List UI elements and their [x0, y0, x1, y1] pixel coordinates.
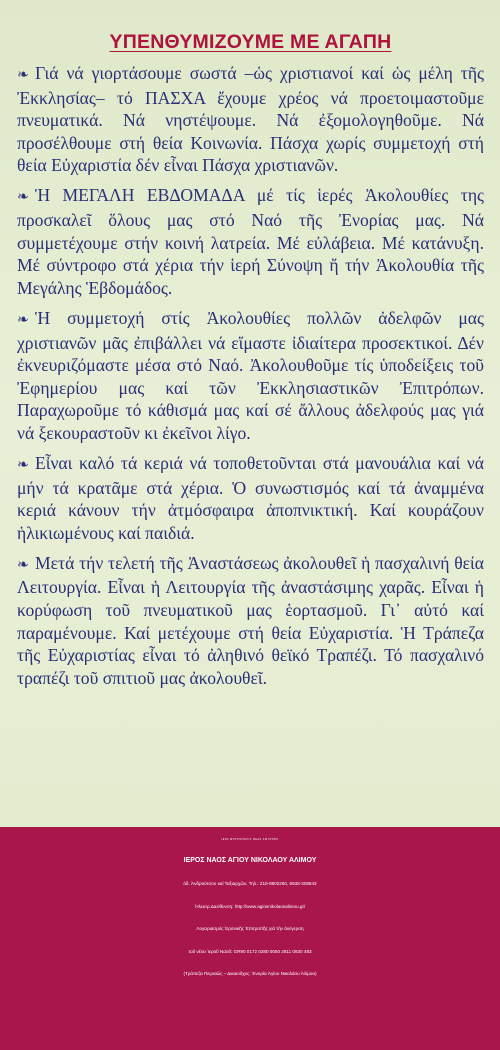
- paragraph-text: Ἡ συμμετοχή στίς Ἀκολουθίες πολλῶν ἀδελφῶν μας χριστιανῶν μᾶς ἐπιβάλλει νά εἴμαστε ἰδιαίτερα προσεκτικοί. Δέν ἐκνευριζόμαστε μέσα στό Ναό. Ἀκολουθοῦμε τίς ὑποδείξεις τοῦ Ἐφημερίου μας καί τῶν Ἐκκλησιαστικῶν Ἐπιτρόπων. Παραχωροῦμε τό κάθισμά μας καί σέ ἄλλους ἀδελφούς μας γιά νά ξεκουραστοῦν κι ἐκεῖνοι λίγο.: [17, 307, 484, 443]
- paragraph-5: [17, 552, 484, 690]
- address-phone: ὁδ. Ἀνδρούτσου καί Ταξιαρχῶν, Τηλ.: 210-9802260, 6938-308943: [183, 881, 317, 886]
- bank-beneficiary: (Τράπεζα Πειραιῶς – Δικαιοῦχος: Ἐνορία Ἁγίου Νικολάου Ἀλίμου): [183, 971, 317, 977]
- account-label: Λογαριασμός Ἐρανικῆς Ἐπιτροπῆς γιά τήν ἀνέγερση: [196, 926, 304, 932]
- paragraph-text: Γιά νά γιορτάσουμε σωστά –ὡς χριστιανοί καί ὡς μέλη τῆς Ἐκκλησίας– τό ΠΑΣΧΑ ἔχουμε χρέος νά προετοιμαστοῦμε πνευματικά. Νά νηστέψουμε. Νά ἐξομολογηθοῦμε. Νά προσέλθουμε στή θεία Κοινωνία. Πάσχα χωρίς συμμετοχή στή θεία Εὐχαριστία δέν εἶναι Πάσχα χριστιανῶν.: [17, 63, 484, 176]
- paragraph-3: [17, 307, 484, 445]
- church-name: ΙΕΡΟΣ ΝΑΟΣ ΑΓΙΟΥ ΝΙΚΟΛΑΟΥ ΑΛΙΜΟΥ: [183, 857, 317, 864]
- fleuron-leaf-icon: ❧: [17, 189, 29, 206]
- paragraph-text: Εἶναι καλό τά κεριά νά τοποθετοῦνται στά μανουάλια καί νά μήν τά κρατᾶμε στά χέρια. Ὁ συνωστισμός καί τά ἀναμμένα κεριά κάνουν τήν ἀτμόσφαιρα ἀποπνικτική. Καί κουράζουν ἡλικιωμένους καί παιδιά.: [17, 453, 484, 543]
- paragraph-4: [17, 452, 484, 544]
- metropolis-name: ΙΕΡΑ ΜΗΤΡΟΠΟΛΙΣ ΝΕΑΣ ΣΜΥΡΝΗΣ: [221, 838, 279, 841]
- fleuron-leaf-icon: ❧: [17, 67, 29, 83]
- fleuron-leaf-icon: ❧: [17, 556, 29, 573]
- parish-footer: [0, 827, 500, 1050]
- paragraph-text: Μετά τήν τελετή τῆς Ἀναστάσεως ἀκολουθεῖ ἡ πασχαλινή θεία Λειτουργία. Εἶναι ἡ Λειτουργία τῆς ἀναστάσιμης χαρᾶς. Εἶναι ἡ κορύφωση τοῦ πνευματικοῦ μας ἑορτασμοῦ. Γι᾽ αὐτό καί παραμένουμε. Καί μετέχουμε στή θεία Εὐχαριστία. Ἡ Τράπεζα τῆς Εὐχαριστίας εἶναι τό ἀληθινό θεϊκό Τραπέζι. Τό πασχαλινό τραπέζι τοῦ σπιτιοῦ μας ἀκολουθεῖ.: [17, 552, 484, 688]
- paragraph-2: [17, 184, 484, 299]
- paragraph-1: [17, 62, 484, 177]
- fleuron-leaf-icon: ❧: [17, 311, 29, 328]
- iban-number: τοῦ νέου Ἱεροῦ Ναοῦ: GR90 0172 0280 0050 2811 0830 483: [188, 948, 312, 954]
- paragraph-text: Ἡ ΜΕΓΑΛΗ ΕΒΔΟΜΑΔΑ μέ τίς ἱερές Ἀκολουθίες της προσκαλεῖ ὅλους μας στό Ναό τῆς Ἐνορίας μας. Νά συμμετέχουμε στήν κοινή λατρεία. Μέ εὐλάβεια. Μέ κατάνυξη. Μέ σύντροφο στά χέρια τήν ἱερή Σύνοψη ἤ τήν Ἀκολουθία τῆς Μεγάλης Ἑβδομάδος.: [17, 185, 484, 298]
- website-link[interactable]: Ἠλεκτρ.Διεύθυνση: http://www.agiosnikolaosalimou.gr/: [194, 903, 306, 909]
- page-title: ΥΠΕΝΘΥΜΙΖΟΥΜΕ ΜΕ ΑΓΑΠΗ: [109, 31, 392, 53]
- fleuron-leaf-icon: ❧: [17, 457, 29, 473]
